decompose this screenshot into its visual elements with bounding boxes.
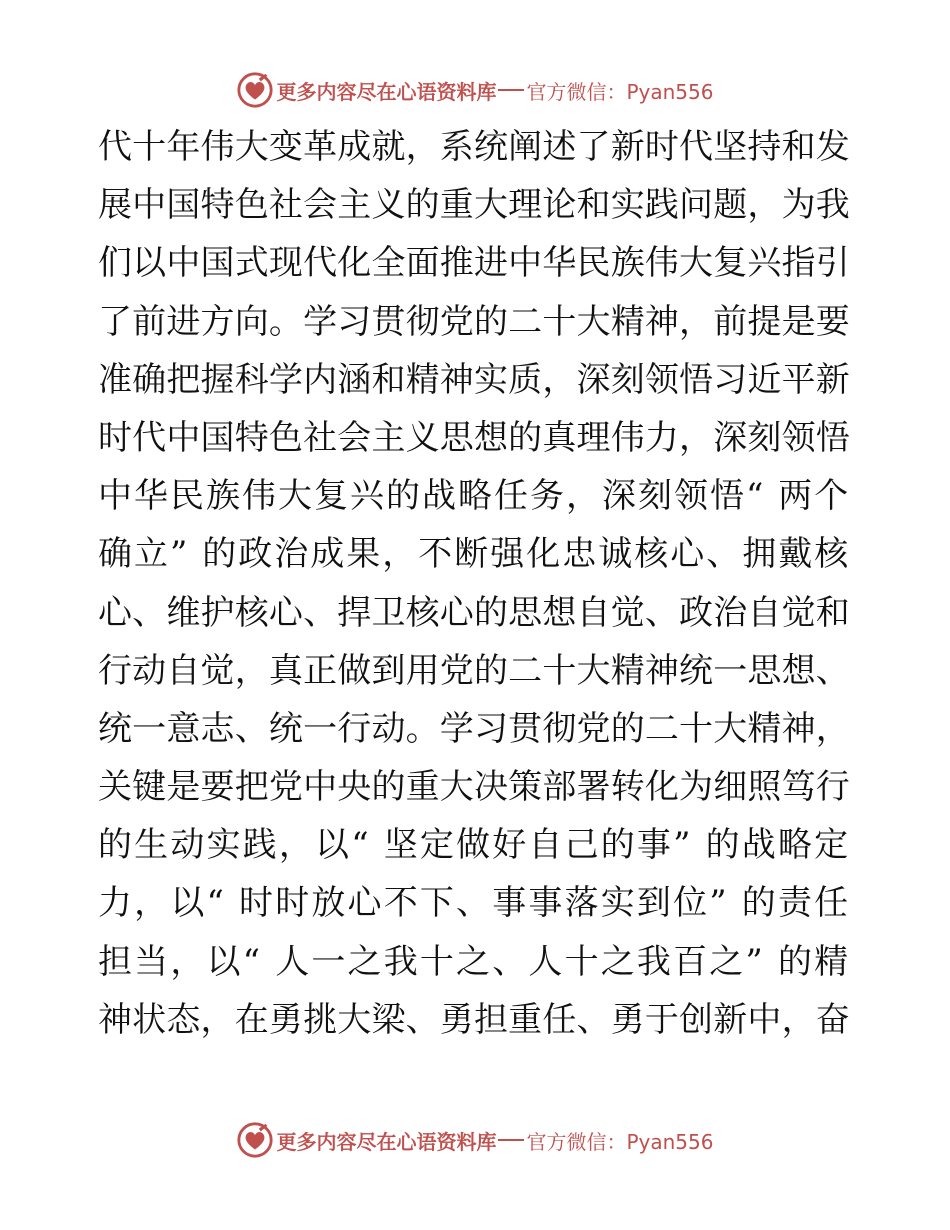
paragraph-line: 时代中国特色社会主义思想的真理伟力，深刻领悟 — [98, 417, 850, 458]
paragraph-line: 中华民族伟大复兴的战略任务，深刻领悟“ 两个 — [98, 476, 851, 517]
paragraph-line: 了前进方向。学习贯彻党的二十大精神，前提是要 — [98, 301, 850, 342]
paragraph-line: 准确把握科学内涵和精神实质，深刻领悟习近平新 — [98, 359, 850, 400]
paragraph-line: 代十年伟大变革成就，系统阐述了新时代坚持和发 — [98, 127, 850, 167]
footer-separator — [498, 1139, 524, 1141]
header-separator — [498, 89, 524, 91]
paragraph-line: 神状态，在勇挑大梁、勇担重任、勇于创新中，奋 — [98, 999, 850, 1040]
footer-contact-text: 官方微信：Pyan556 — [526, 1129, 714, 1154]
paragraph-line: 担当，以“ 人一之我十之、人十之我百之” 的精 — [98, 941, 851, 982]
document-body — [98, 118, 858, 1049]
paragraph-line: 关键是要把党中央的重大决策部署转化为细照笃行 — [98, 767, 850, 808]
header-brand-text: 更多内容尽在心语资料库 — [276, 79, 497, 104]
paragraph-line: 展中国特色社会主义的重大理论和实践问题，为我 — [98, 185, 850, 226]
paragraph-line: 确立” 的政治成果，不断强化忠诚核心、拥戴核 — [98, 534, 851, 575]
paragraph-line: 的生动实践，以“ 坚定做好自己的事” 的战略定 — [98, 825, 851, 866]
footer-watermark — [0, 1120, 950, 1160]
paragraph-line: 行动自觉，真正做到用党的二十大精神统一思想、 — [98, 650, 850, 691]
header-contact-text: 官方微信：Pyan556 — [526, 79, 714, 104]
heart-pen-logo-icon — [236, 71, 274, 109]
paragraph-line: 们以中国式现代化全面推进中华民族伟大复兴指引 — [98, 243, 850, 284]
paragraph-line: 心、维护核心、捍卫核心的思想自觉、政治自觉和 — [98, 592, 850, 633]
paragraph-line: 力，以“ 时时放心不下、事事落实到位” 的责任 — [98, 883, 851, 924]
header-watermark — [0, 70, 950, 110]
footer-brand-text: 更多内容尽在心语资料库 — [276, 1129, 497, 1154]
heart-pen-logo-icon — [236, 1121, 274, 1159]
paragraph-line: 统一意志、统一行动。学习贯彻党的二十大精神， — [98, 708, 850, 749]
